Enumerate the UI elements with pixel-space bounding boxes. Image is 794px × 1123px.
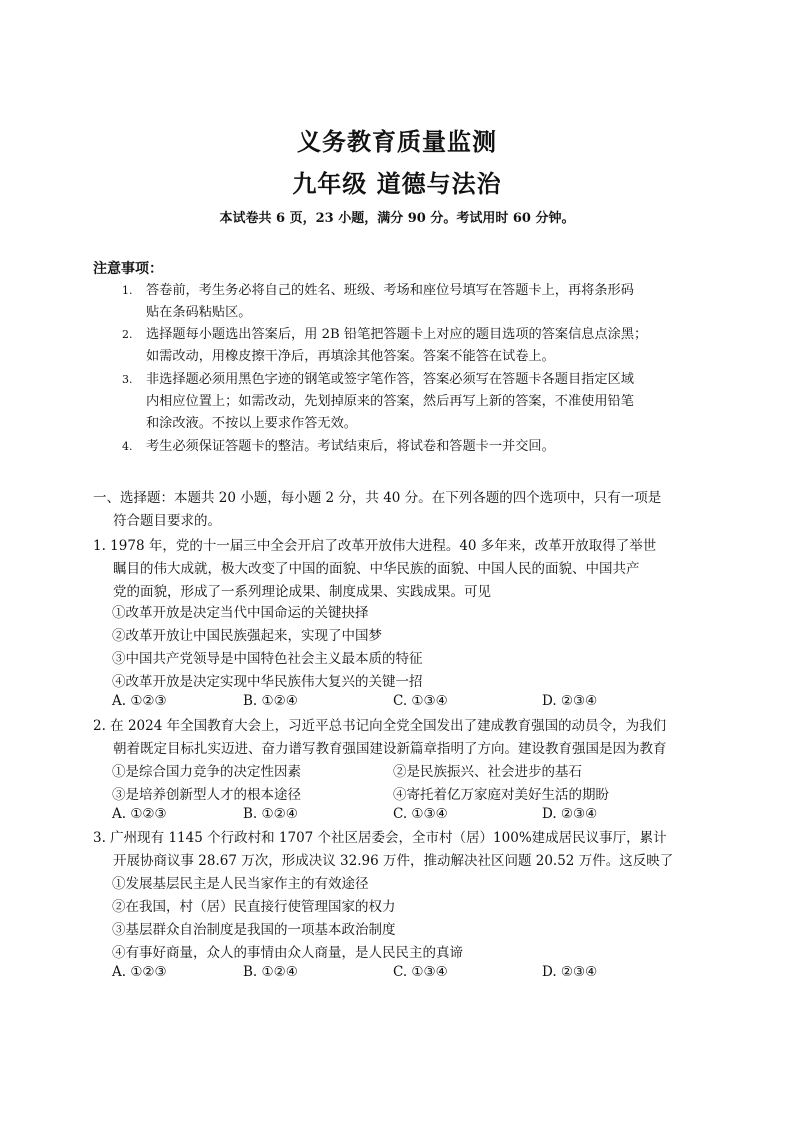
exam-subject-title: 九年级 道德与法治 [292,169,502,198]
section-heading [93,487,713,533]
question-2-stem [93,715,713,761]
notice-item-number: 4. [122,440,133,453]
question-3-stem [93,827,713,873]
question-stem-line: 2. 在 2024 年全国教育大会上，习近平总书记向全党全国发出了建成教育强国的动员令，为我们 [93,718,667,734]
question-2-option-4: ④寄托着亿万家庭对美好生活的期盼 [393,787,609,803]
section-heading-line: 符合题目要求的。 [113,513,221,529]
question-1-option-2: ②改革开放让中国民族强起来，实现了中国梦 [112,628,382,644]
question-stem-line: 1. 1978 年，党的十一届三中全会开启了改革开放伟大进程。40 多年来，改革开放取得了举世 [93,538,657,554]
question-2-option-1: ①是综合国力竞争的决定性因素 [112,764,301,780]
question-1-option-3: ③中国共产党领导是中国特色社会主义最本质的特征 [112,651,423,667]
notice-heading: 注意事项： [93,261,163,277]
question-2-option-2: ②是民族振兴、社会进步的基石 [393,764,582,780]
question-stem-line: 朝着既定目标扎实迈进、奋力谱写教育强国建设新篇章指明了方向。建设教育强国是因为教育 [113,741,667,757]
notice-line: 如需改动，用橡皮擦干净后，再填涂其他答案。答案不能答在试卷上。 [146,349,555,364]
notice-item-1 [122,280,712,324]
question-3-option-4: ④有事好商量，众人的事情由众人商量，是人民民主的真谛 [112,945,463,961]
notice-line: 选择题每小题选出答案后，用 2B 铅笔把答题卡上对应的题目选项的答案信息点涂黑； [146,327,648,342]
question-1-option-1: ①改革开放是决定当代中国命运的关键抉择 [112,605,369,621]
notice-item-number: 2. [122,328,133,341]
notice-line: 考生必须保证答题卡的整洁。考试结束后，将试卷和答题卡一并交回。 [146,439,555,454]
question-2-answer-a[interactable]: A. ①②③ [112,806,167,822]
notice-item-number: 1. [122,284,133,297]
exam-title: 义务教育质量监测 [297,127,497,156]
question-1-stem [93,535,713,604]
notice-line: 和涂改液。不按以上要求作答无效。 [146,416,357,431]
notice-item-3 [122,369,712,435]
question-1-answer-a[interactable]: A. ①②③ [112,693,167,709]
question-3-option-3: ③基层群众自治制度是我国的一项基本政治制度 [112,922,396,938]
question-3-answer-b[interactable]: B. ①②④ [243,964,298,980]
exam-info: 本试卷共 6 页，23 小题，满分 90 分。考试用时 60 分钟。 [219,211,575,226]
question-2-answer-b[interactable]: B. ①②④ [243,806,298,822]
notice-item-number: 3. [122,373,133,386]
question-stem-line: 瞩目的伟大成就，极大改变了中国的面貌、中华民族的面貌、中国人民的面貌、中国共产 [113,561,640,577]
question-2-option-3: ③是培养创新型人才的根本途径 [112,787,301,803]
question-3-answer-c[interactable]: C. ①③④ [393,964,448,980]
notice-line: 非选择题必须用黑色字迹的钢笔或签字笔作答，答案必须写在答题卡各题目指定区域 [146,372,634,387]
question-1-answer-c[interactable]: C. ①③④ [393,693,448,709]
notice-line: 内相应位置上；如需改动，先划掉原来的答案，然后再写上新的答案，不准使用铅笔 [146,394,634,409]
question-3-answer-d[interactable]: D. ②③④ [542,964,598,980]
question-stem-line: 3. 广州现有 1145 个行政村和 1707 个社区居委会，全市村（居）100%建成居民议事厅，累计 [93,830,667,846]
question-1-answer-b[interactable]: B. ①②④ [243,693,298,709]
question-2-answer-d[interactable]: D. ②③④ [542,806,598,822]
question-3-answer-a[interactable]: A. ①②③ [112,964,167,980]
notice-item-4 [122,436,712,458]
notice-line: 贴在条码粘贴区。 [146,305,252,320]
notice-item-2 [122,324,712,368]
notice-line: 答卷前，考生务必将自己的姓名、班级、考场和座位号填写在答题卡上，再将条形码 [146,283,634,298]
question-1-answer-d[interactable]: D. ②③④ [542,693,598,709]
question-stem-line: 开展协商议事 28.67 万次，形成决议 32.96 万件，推动解决社区问题 20.52 万件。这反映了 [113,853,674,869]
question-1-option-4: ④改革开放是决定实现中华民族伟大复兴的关键一招 [112,674,423,690]
question-3-option-1: ①发展基层民主是人民当家作主的有效途径 [112,876,369,892]
question-stem-line: 党的面貌，形成了一系列理论成果、制度成果、实践成果。可见 [113,584,491,600]
question-3-option-2: ②在我国，村（居）民直接行使管理国家的权力 [112,899,396,915]
section-heading-line: 一、选择题：本题共 20 小题，每小题 2 分，共 40 分。在下列各题的四个选项中，只有一项是 [93,490,662,506]
question-2-answer-c[interactable]: C. ①③④ [393,806,448,822]
